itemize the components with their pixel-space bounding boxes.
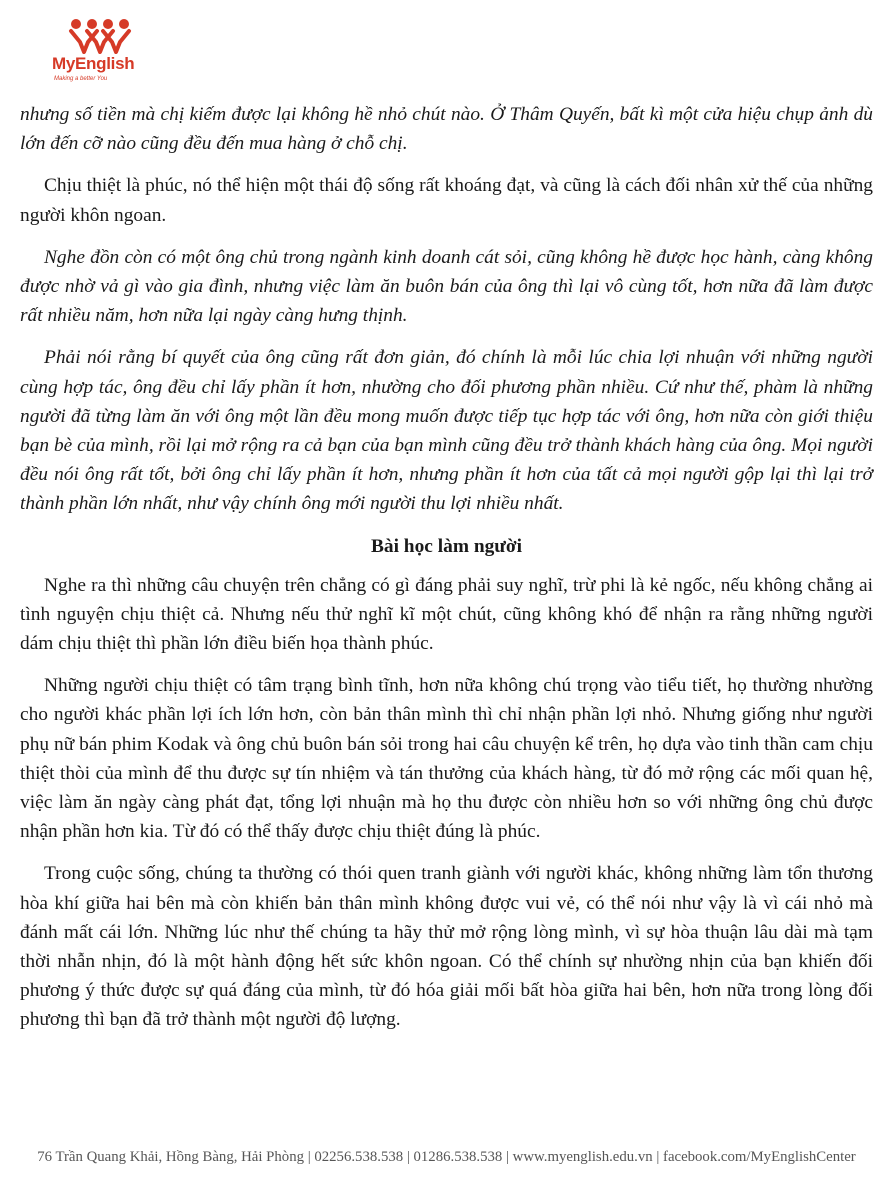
paragraph: nhưng số tiền mà chị kiếm được lại không hề nhỏ chút nào. Ở Thâm Quyến, bất kì một cửa hiệu chụp ảnh dù lớn đến cỡ nào cũng đều đến mua hàng ở chỗ chị. [20,104,873,155]
section-heading: Bài học làm người [370,535,523,557]
paragraph: Những người chịu thiệt có tâm trạng bình tĩnh, hơn nữa không chú trọng vào tiểu tiết, họ thường nhường cho người khác phần lợi ích lớn hơn, còn bản thân mình thì chỉ nhận phần lợi nhỏ. Nhưng giống như người phụ nữ bán phim Kodak và ông chủ buôn bán sỏi trong hai câu chuyện kể trên, họ dựa vào tinh thần cam chịu thiệt thòi của mình để thu được sự tín nhiệm và tán thưởng của khách hàng, từ đó mở rộng các mối quan hệ, việc làm ăn ngày càng phát đạt, tổng lợi nhuận mà họ thu được còn nhiều hơn so với những ông chủ được nhận phần hơn kia. Từ đó có thể thấy được chịu thiệt đúng là phúc. [20,675,873,843]
paragraph: Nghe đồn còn có một ông chủ trong ngành kinh doanh cát sỏi, cũng không hề được học hành, càng không được nhờ vả gì vào gia đình, nhưng việc làm ăn buôn bán của ông thì lại vô cùng tốt, hơn nữa đã làm được rất nhiều năm, hơn nữa lại ngày càng hưng thịnh. [20,246,873,327]
people-logo-icon [68,18,132,54]
paragraph: Nghe ra thì những câu chuyện trên chẳng có gì đáng phải suy nghĩ, trừ phi là kẻ ngốc, nếu không chẳng ai tình nguyện chịu thiệt cả. Nhưng nếu thử nghĩ kĩ một chút, cũng không khó để nhận ra rằng những người dám chịu thiệt thì phần lớn điều biến họa thành phúc. [20,574,873,655]
paragraph: Phải nói rằng bí quyết của ông cũng rất đơn giản, đó chính là mỗi lúc chia lợi nhuận với những người cùng hợp tác, ông đều chỉ lấy phần ít hơn, nhường cho đối phương phần nhiều. Cứ như thế, phàm là những người đã từng làm ăn với ông một lần đều mong muốn được tiếp tục hợp tác với ông, hơn nữa còn giới thiệu bạn bè của mình, rồi lại mở rộng ra cả bạn của bạn mình cũng đều trở thành khách hàng của ông. Mọi người đều nói ông rất tốt, bởi ông chỉ lấy phần ít hơn, nhưng phần ít hơn của tất cả mọi người gộp lại thì lại trở thành phần lớn nhất, như vậy chính ông mới người thu lợi nhiều nhất. [20,347,873,515]
paragraph: Trong cuộc sống, chúng ta thường có thói quen tranh giành với người khác, không những làm tổn thương hòa khí giữa hai bên mà còn khiến bản thân mình không được vui vẻ, có thể nói như vậy là vì cái nhỏ mà đánh mất cái lớn. Những lúc như thế chúng ta hãy thử mở rộng lòng mình, vì sự hòa thuận lâu dài mà tạm thời nhẫn nhịn, đó là một hành động hết sức khôn ngoan. Có thể chính sự nhường nhịn của bạn khiến đối phương ý thức được sự quá đáng của mình, từ đó hóa giải mối bất hòa giữa hai bên, hơn nữa trong lòng đối phương thì bạn đã trở thành một người độ lượng. [20,863,873,1031]
brand-tagline: Making a better You [54,76,108,82]
paragraph: Chịu thiệt là phúc, nó thể hiện một thái độ sống rất khoáng đạt, và cũng là cách đối nhân xử thế của những người khôn ngoan. [20,175,873,226]
footer-contact: 76 Trần Quang Khải, Hồng Bàng, Hải Phòng | 02256.538.538 | 01286.538.538 | www.myenglish.edu.vn | facebook.com/MyEnglishCenter [37,1149,856,1165]
logo [52,18,152,96]
brand-name: MyEnglish [52,54,135,73]
article-body [20,100,873,1048]
